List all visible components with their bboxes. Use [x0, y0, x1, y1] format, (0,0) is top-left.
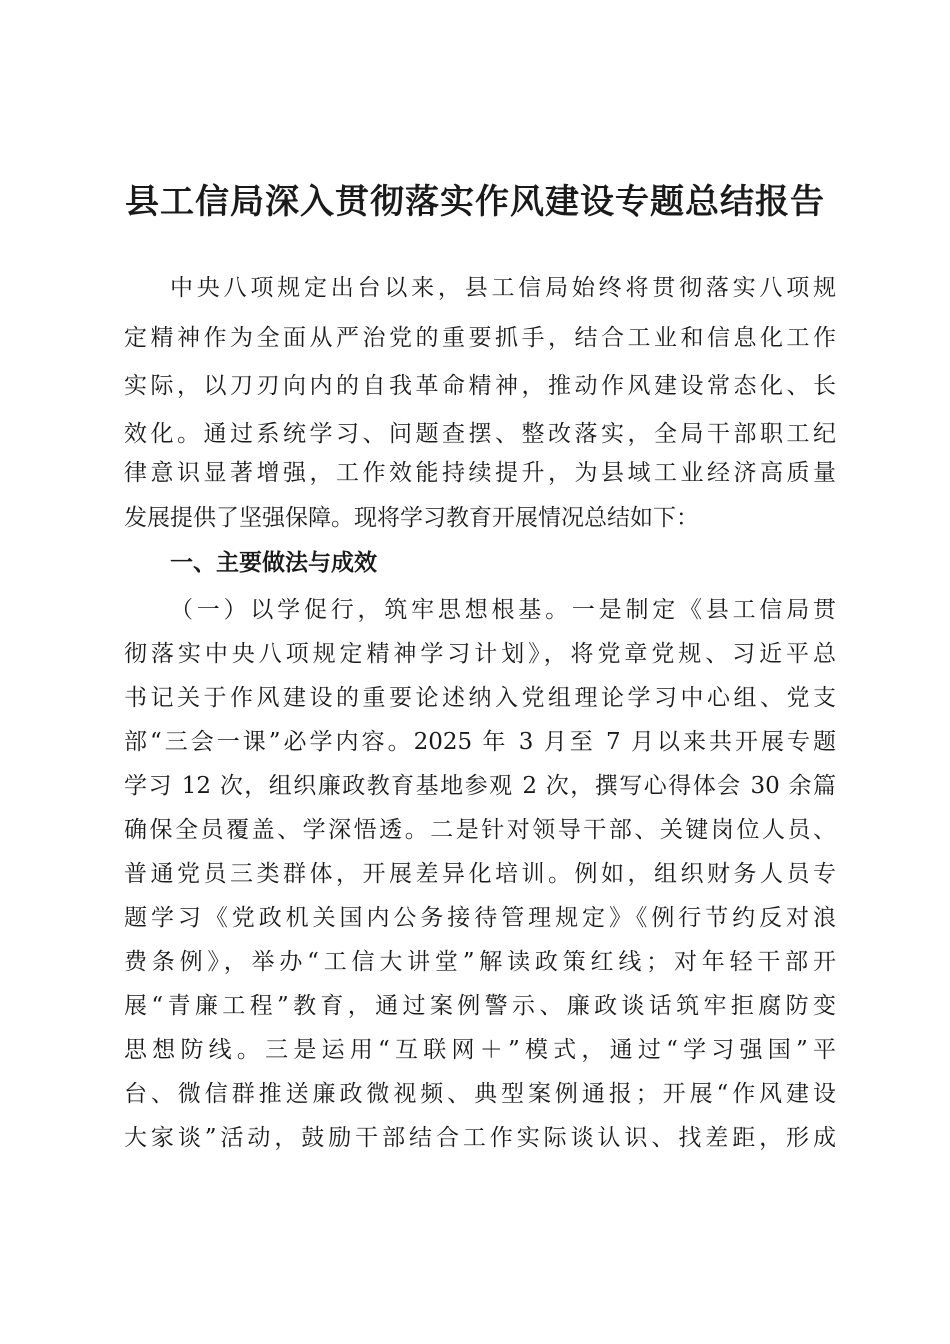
section-heading: 一、主要做法与成效: [170, 550, 377, 576]
document-title: 县工信局深入贯彻落实作风建设专题总结报告: [125, 182, 825, 222]
section-line: 书记关于作风建设的重要论述纳入党组理论学习中心组、党支: [124, 685, 836, 711]
section-line: 确保全员覆盖、学深悟透。二是针对领导干部、关键岗位人员、: [124, 817, 836, 843]
section-line: 题学习《党政机关国内公务接待管理规定》《例行节约反对浪: [124, 905, 836, 931]
intro-line: 效化。通过系统学习、问题查摆、整改落实，全局干部职工纪: [124, 421, 836, 447]
section-line: 彻落实中央八项规定精神学习计划》，将党章党规、习近平总: [124, 641, 836, 667]
section-line: 学习 12 次，组织廉政教育基地参观 2 次，撰写心得体会 30 余篇: [124, 773, 836, 799]
section-line: 普通党员三类群体，开展差异化培训。例如，组织财务人员专: [124, 861, 836, 887]
intro-line: 律意识显著增强，工作效能持续提升，为县域工业经济高质量: [124, 460, 836, 486]
section-line: 展“青廉工程”教育，通过案例警示、廉政谈话筑牢拒腐防变: [124, 993, 836, 1019]
section-line: 台、微信群推送廉政微视频、典型案例通报；开展“作风建设: [124, 1081, 836, 1107]
intro-line: 中央八项规定出台以来，县工信局始终将贯彻落实八项规: [170, 275, 836, 301]
section-line: 大家谈”活动，鼓励干部结合工作实际谈认识、找差距，形成: [124, 1125, 836, 1151]
section-line: （一）以学促行，筑牢思想根基。一是制定《县工信局贯: [170, 597, 836, 623]
section-line: 思想防线。三是运用“互联网＋”模式，通过“学习强国”平: [124, 1037, 836, 1063]
section-line: 部“三会一课”必学内容。2025 年 3 月至 7 月以来共开展专题: [124, 729, 836, 755]
intro-line: 定精神作为全面从严治党的重要抓手，结合工业和信息化工作: [124, 325, 836, 351]
intro-line: 实际，以刀刃向内的自我革命精神，推动作风建设常态化、长: [124, 373, 836, 399]
intro-line: 发展提供了坚强保障。现将学习教育开展情况总结如下：: [124, 505, 699, 531]
section-line: 费条例》，举办“工信大讲堂”解读政策红线；对年轻干部开: [124, 949, 836, 975]
